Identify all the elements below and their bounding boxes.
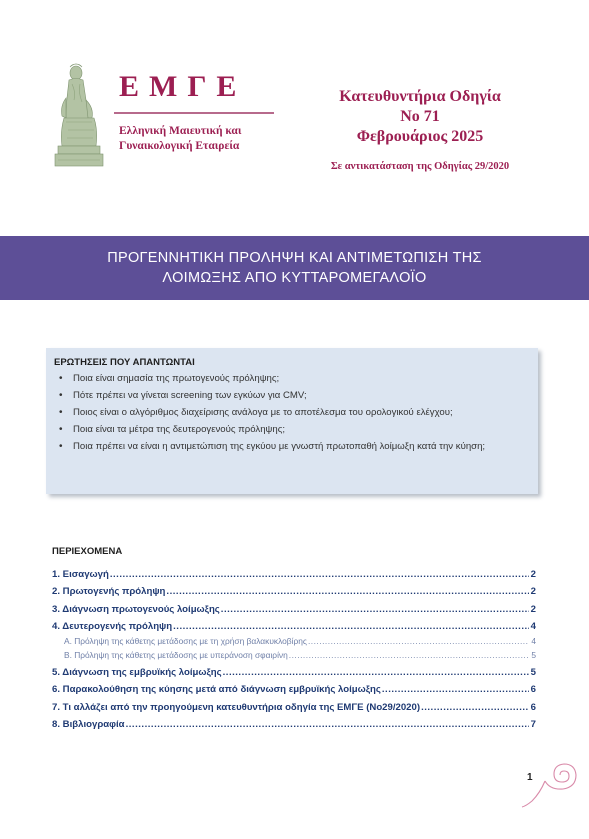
guideline-info bbox=[300, 87, 540, 172]
toc-entry-page: 2 bbox=[530, 603, 536, 615]
toc-entry-page: 4 bbox=[531, 636, 536, 646]
toc-entry-label: 5. Διάγνωση της εμβρυϊκής λοίμωξης bbox=[52, 666, 222, 678]
replaces-note: Σε αντικατάσταση της Οδηγίας 29/2020 bbox=[330, 161, 510, 172]
title-banner bbox=[0, 236, 589, 300]
questions-list bbox=[54, 372, 532, 457]
toc-subentry-hyperimmune-globulin[interactable] bbox=[52, 646, 536, 660]
toc-heading: ΠΕΡΙΕΧΟΜΕΝΑ bbox=[52, 546, 123, 557]
toc-leader bbox=[308, 636, 529, 646]
toc-entry-label: 8. Βιβλιογραφία bbox=[52, 719, 125, 730]
toc-entry-fetal-diagnosis[interactable] bbox=[52, 660, 536, 678]
toc-entry-page: 2 bbox=[530, 586, 536, 597]
toc-leader bbox=[166, 586, 528, 597]
question-item: • Ποια πρέπει να είναι η αντιμετώπιση της εγκύου με γνωστή πρωτοπαθή λοίμωξη κατά την κύηση; bbox=[54, 440, 532, 453]
toc-entry-primary-diagnosis[interactable] bbox=[52, 597, 536, 615]
toc-entry-pregnancy-monitoring[interactable] bbox=[52, 678, 536, 696]
org-name-line2: Γυναικολογική Εταιρεία bbox=[119, 140, 240, 152]
header-divider bbox=[114, 112, 274, 114]
org-name bbox=[119, 124, 289, 154]
toc-entry-bibliography[interactable] bbox=[52, 713, 536, 731]
questions-box bbox=[46, 348, 538, 494]
toc-entry-page: 7 bbox=[530, 719, 536, 730]
toc-leader bbox=[223, 667, 529, 678]
toc-leader bbox=[289, 650, 530, 660]
question-item: • Ποιος είναι ο αλγόριθμος διαχείρισης ανάλογα με το αποτέλεσμα του ορολογικού ελέγχου; bbox=[54, 406, 532, 419]
toc-leader bbox=[221, 604, 529, 615]
table-of-contents bbox=[52, 562, 536, 730]
questions-heading: ΕΡΩΤΗΣΕΙΣ ΠΟΥ ΑΠΑΝΤΩΝΤΑΙ bbox=[54, 357, 195, 368]
toc-entry-label: 3. Διάγνωση πρωτογενούς λοίμωξης bbox=[52, 603, 220, 615]
question-item: • Πότε πρέπει να γίνεται screening των εγκύων για CMV; bbox=[54, 389, 532, 402]
question-item: • Ποια είναι σημασία της πρωτογενούς πρόληψης; bbox=[54, 372, 532, 385]
toc-leader bbox=[382, 684, 529, 695]
toc-entry-label: Α. Πρόληψη της κάθετης μετάδοσης με τη χρήση βαλακυκλοβίρης bbox=[64, 636, 307, 646]
toc-entry-page: 4 bbox=[530, 621, 536, 632]
page-number: 1 bbox=[527, 772, 533, 783]
org-name-line1: Ελληνική Μαιευτική και bbox=[119, 125, 242, 137]
toc-entry-label: 7. Τι αλλάζει από την προηγούμενη κατευθυντήρια οδηγία της ΕΜΓΕ (Νο29/2020) bbox=[52, 701, 421, 713]
seated-statue-logo bbox=[52, 60, 104, 172]
toc-entry-label: 4. Δευτερογενής πρόληψη bbox=[52, 621, 173, 632]
document-title: ΠΡΟΓΕΝΝΗΤΙΚΗ ΠΡΟΛΗΨΗ ΚΑΙ ΑΝΤΙΜΕΤΩΠΙΣΗ ΤΗΣ ΛΟΙΜΩΞΗΣ ΑΠΟ ΚΥΤΤΑΡΟΜΕΓΑΛΟΪΟ bbox=[107, 250, 482, 286]
toc-leader bbox=[110, 569, 529, 580]
toc-entry-page: 6 bbox=[530, 701, 536, 713]
toc-entry-page: 6 bbox=[530, 684, 536, 695]
guideline-date: Φεβρουάριος 2025 bbox=[356, 128, 484, 145]
guideline-label: Κατευθυντήρια Οδηγία bbox=[339, 88, 501, 105]
toc-leader bbox=[421, 702, 529, 713]
toc-entry-page: 5 bbox=[530, 666, 536, 678]
org-abbreviation: ΕΜΓΕ bbox=[119, 70, 247, 103]
toc-entry-page: 2 bbox=[530, 568, 536, 580]
toc-entry-changes[interactable] bbox=[52, 695, 536, 713]
toc-entry-label: Β. Πρόληψη της κάθετης μετάδοσης με υπεράνοση σφαιρίνη bbox=[64, 650, 288, 660]
toc-entry-secondary-prevention[interactable] bbox=[52, 615, 536, 633]
guideline-number: Νο 71 bbox=[400, 108, 440, 125]
toc-entry-page: 5 bbox=[531, 650, 536, 660]
toc-entry-primary-prevention[interactable] bbox=[52, 580, 536, 598]
toc-entry-label: 1. Εισαγωγή bbox=[52, 568, 109, 580]
toc-entry-label: 2. Πρωτογενής πρόληψη bbox=[52, 586, 166, 597]
toc-subentry-valacyclovir[interactable] bbox=[52, 632, 536, 646]
toc-entry-label: 6. Παρακολούθηση της κύησης μετά από διάγνωση εμβρυϊκής λοίμωξης bbox=[52, 684, 381, 695]
toc-leader bbox=[126, 719, 529, 730]
toc-entry-introduction[interactable] bbox=[52, 562, 536, 580]
question-item: • Ποια είναι τα μέτρα της δευτερογενούς πρόληψης; bbox=[54, 423, 532, 436]
toc-leader bbox=[173, 621, 529, 632]
